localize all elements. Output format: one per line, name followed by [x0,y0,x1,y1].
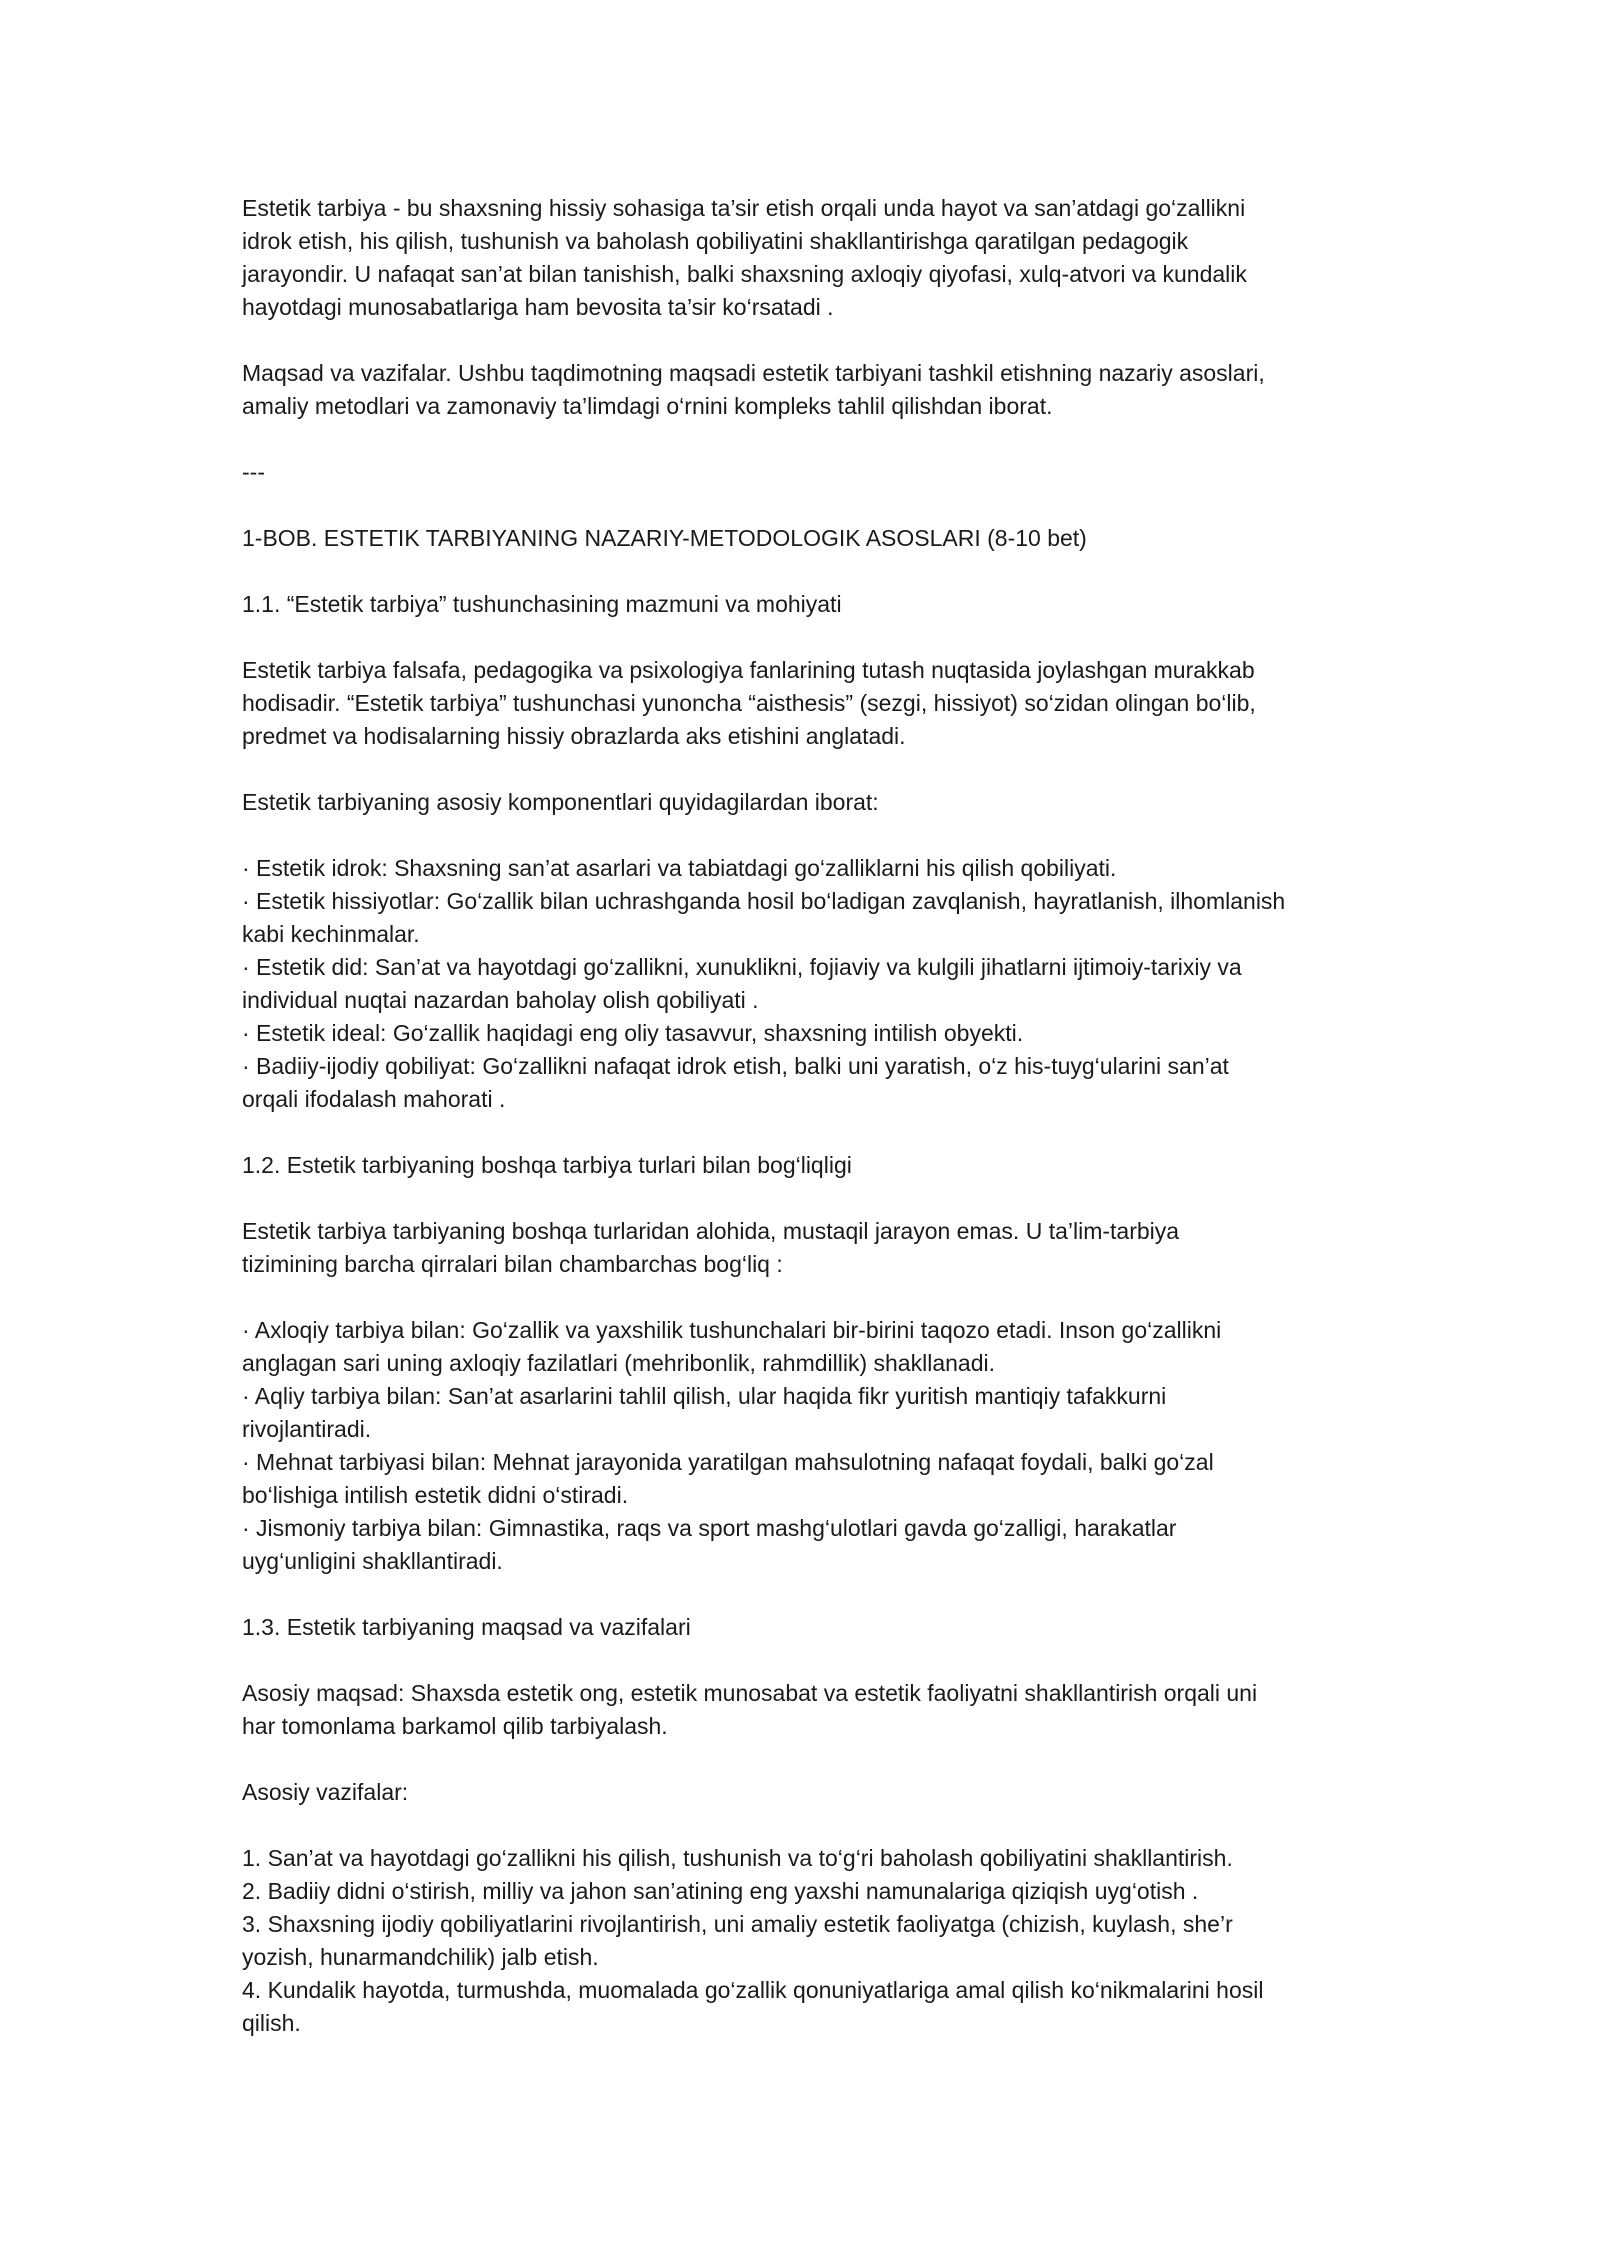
section-1-1-paragraph [242,654,1362,753]
tasks-heading-text: Asosiy vazifalar: [242,1779,409,1805]
goals-paragraph [242,357,1362,423]
list-item: 1. San’at va hayotdagi go‘zallikni his qilish, tushunish va to‘g‘ri baholash qobiliyatini shakllantirish. [242,1845,1233,1871]
paragraph-line: tizimining barcha qirralari bilan chambarchas bog‘liq : [242,1251,783,1277]
section-heading-text: 1.1. “Estetik tarbiya” tushunchasining mazmuni va mohiyati [242,591,842,617]
main-goal-paragraph [242,1677,1362,1743]
paragraph-line: Estetik tarbiya falsafa, pedagogika va psixologiya fanlarining tutash nuqtasida joylashgan murakkab [242,657,1255,683]
list-item: rivojlantiradi. [242,1416,372,1442]
section-heading-text: 1.2. Estetik tarbiyaning boshqa tarbiya turlari bilan bog‘liqligi [242,1152,852,1178]
paragraph-line: hodisadir. “Estetik tarbiya” tushunchasi yunoncha “aisthesis” (sezgi, hissiyot) so‘zidan olingan bo‘lib, [242,690,1256,716]
list-item: · Jismoniy tarbiya bilan: Gimnastika, raqs va sport mashg‘ulotlari gavda go‘zalligi, harakatlar [242,1515,1177,1541]
list-item: · Mehnat tarbiyasi bilan: Mehnat jarayonida yaratilgan mahsulotning nafaqat foydali, balki go‘zal [242,1449,1214,1475]
paragraph-line: har tomonlama barkamol qilib tarbiyalash. [242,1713,668,1739]
relations-list [242,1314,1362,1578]
components-list [242,852,1362,1116]
intro-line: hayotdagi munosabatlariga ham bevosita ta’sir ko‘rsatadi . [242,294,834,320]
list-item: qilish. [242,2010,301,2036]
paragraph-line: predmet va hodisalarning hissiy obrazlarda aks etishini anglatadi. [242,723,906,749]
list-item: 3. Shaxsning ijodiy qobiliyatlarini rivojlantirish, uni amaliy estetik faoliyatga (chizish, kuylash, she’r [242,1911,1233,1937]
intro-line: jarayondir. U nafaqat san’at bilan tanishish, balki shaxsning axloqiy qiyofasi, xulq-atvori va kundalik [242,261,1247,287]
list-item: anglagan sari uning axloqiy fazilatlari (mehribonlik, rahmdillik) shakllanadi. [242,1350,995,1376]
goals-line: amaliy metodlari va zamonaviy ta’limdagi o‘rnini kompleks tahlil qilishdan iborat. [242,393,1053,419]
intro-line: Estetik tarbiya - bu shaxsning hissiy sohasiga ta’sir etish orqali unda hayot va san’atdagi go‘zallikni [242,195,1246,221]
list-item: · Estetik ideal: Go‘zallik haqidagi eng oliy tasavvur, shaxsning intilish obyekti. [242,1020,1024,1046]
document-page [242,192,1362,2040]
list-item: · Axloqiy tarbiya bilan: Go‘zallik va yaxshilik tushunchalari bir-birini taqozo etadi. Inson go‘zallikni [242,1317,1222,1343]
section-heading-text: 1.3. Estetik tarbiyaning maqsad va vazifalari [242,1614,691,1640]
section-heading-1-3 [242,1611,1362,1644]
list-item: uyg‘unligini shakllantiradi. [242,1548,503,1574]
list-item: 4. Kundalik hayotda, turmushda, muomalada go‘zallik qonuniyatlariga amal qilish ko‘nikmalarini hosil [242,1977,1264,2003]
list-item: bo‘lishiga intilish estetik didni o‘stiradi. [242,1482,629,1508]
section-heading-1-2 [242,1149,1362,1182]
list-item: · Estetik hissiyotlar: Go‘zallik bilan uchrashganda hosil bo‘ladigan zavqlanish, hayratlanish, ilhomlanish [242,888,1286,914]
chapter-title-text: 1-BOB. ESTETIK TARBIYANING NAZARIY-METODOLOGIK ASOSLARI (8-10 bet) [242,525,1087,551]
list-item: individual nuqtai nazardan baholay olish qobiliyati . [242,987,759,1013]
list-item: · Estetik idrok: Shaxsning san’at asarlari va tabiatdagi go‘zalliklarni his qilish qobiliyati. [242,855,1117,881]
separator [242,456,1362,489]
paragraph-line: Estetik tarbiya tarbiyaning boshqa turlaridan alohida, mustaqil jarayon emas. U ta’lim-tarbiya [242,1218,1180,1244]
tasks-heading [242,1776,1362,1809]
paragraph-line: Asosiy maqsad: Shaxsda estetik ong, estetik munosabat va estetik faoliyatni shakllantirish orqali uni [242,1680,1258,1706]
components-intro-text: Estetik tarbiyaning asosiy komponentlari quyidagilardan iborat: [242,789,879,815]
separator-text: --- [242,459,265,485]
intro-paragraph [242,192,1362,324]
intro-line: idrok etish, his qilish, tushunish va baholash qobiliyatini shakllantirishga qaratilgan pedagogik [242,228,1189,254]
list-item: orqali ifodalash mahorati . [242,1086,506,1112]
list-item: yozish, hunarmandchilik) jalb etish. [242,1944,599,1970]
tasks-list [242,1842,1362,2040]
chapter-title [242,522,1362,555]
section-heading-1-1 [242,588,1362,621]
goals-line: Maqsad va vazifalar. Ushbu taqdimotning maqsadi estetik tarbiyani tashkil etishning nazariy asoslari, [242,360,1265,386]
section-1-2-paragraph [242,1215,1362,1281]
components-intro [242,786,1362,819]
list-item: kabi kechinmalar. [242,921,420,947]
list-item: · Aqliy tarbiya bilan: San’at asarlarini tahlil qilish, ular haqida fikr yuritish mantiqiy tafakkurni [242,1383,1167,1409]
list-item: 2. Badiiy didni o‘stirish, milliy va jahon san’atining eng yaxshi namunalariga qiziqish uyg‘otish . [242,1878,1199,1904]
list-item: · Badiiy-ijodiy qobiliyat: Go‘zallikni nafaqat idrok etish, balki uni yaratish, o‘z his-tuyg‘ularini san’at [242,1053,1229,1079]
list-item: · Estetik did: San’at va hayotdagi go‘zallikni, xunuklikni, fojiaviy va kulgili jihatlarni ijtimoiy-tarixiy va [242,954,1242,980]
